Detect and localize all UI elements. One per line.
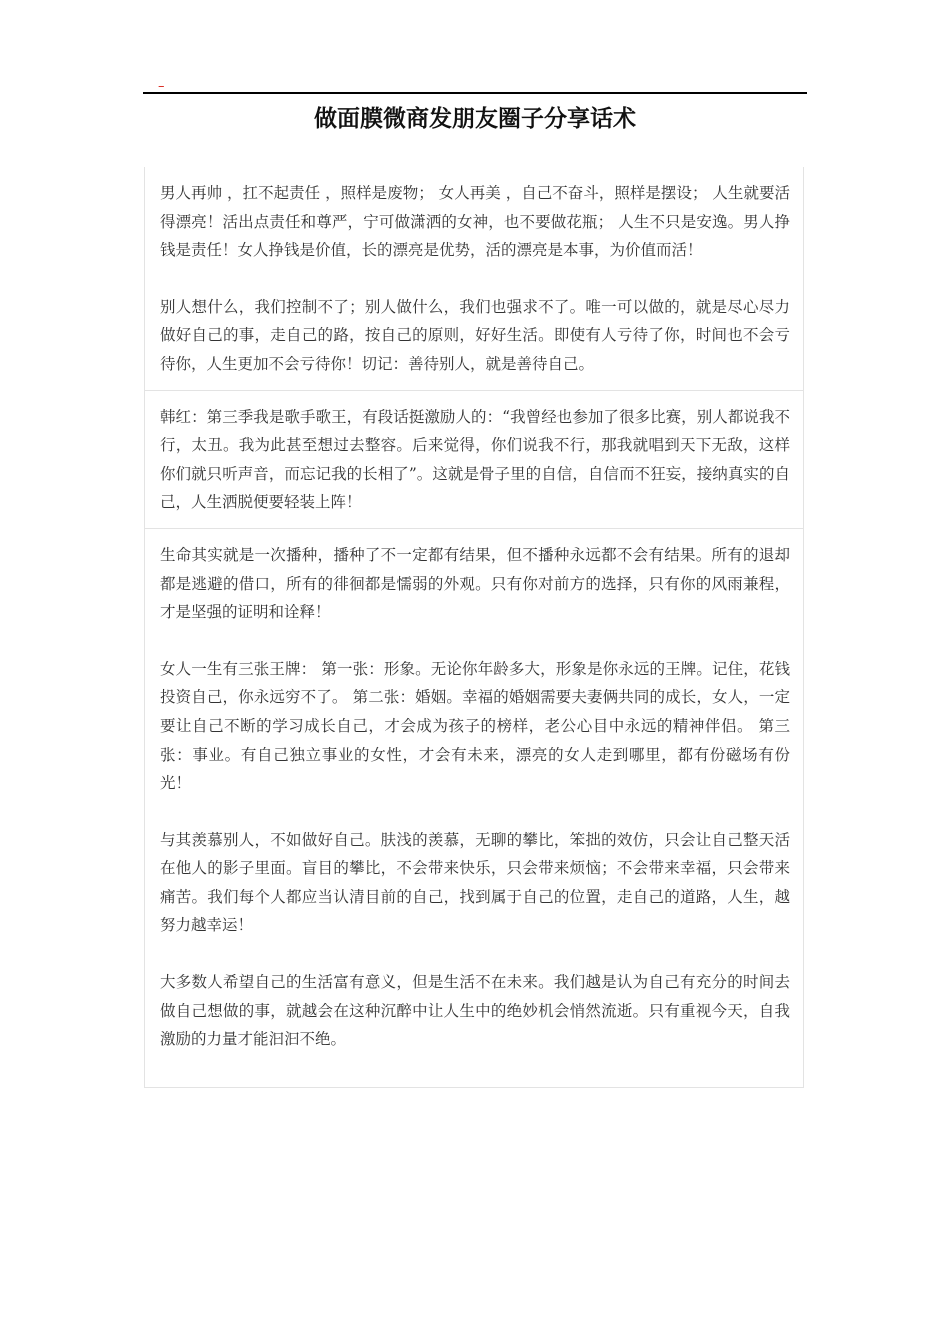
article-body (144, 167, 804, 1088)
page-title: 做面膜微商发朋友圈子分享话术 (314, 106, 636, 132)
content-section-1 (145, 167, 803, 391)
content-section-2 (145, 391, 803, 529)
header-mark: – (158, 79, 165, 94)
paragraph: 大多数人希望自己的生活富有意义，但是生活不在未来。我们越是认为自己有充分的时间去做自己想做的事，就越会在这种沉醉中让人生中的绝妙机会悄然流逝。只有重视今天，自我激励的力量才能汩汩不绝。 (160, 973, 790, 1049)
paragraph: 生命其实就是一次播种，播种了不一定都有结果，但不播种永远都不会有结果。所有的退却都是逃避的借口，所有的徘徊都是懦弱的外观。只有你对前方的选择，只有你的风雨兼程，才是坚强的证明和诠释！ (160, 545, 790, 622)
paragraph: 女人一生有三张王牌： 第一张：形象。无论你年龄多大，形象是你永远的王牌。记住，花钱投资自己，你永远穷不了。 第二张：婚姻。幸福的婚姻需要夫妻俩共同的成长，女人，一定要让自己不断的学习成长自己，才会成为孩子的榜样，老公心目中永远的精神伴侣。 第三张：事业。有自己独立事业的女性，才会有未来，漂亮的女人走到哪里，都有份磁场有份光！ (160, 659, 790, 793)
paragraph: 别人想什么，我们控制不了；别人做什么，我们也强求不了。唯一可以做的，就是尽心尽力做好自己的事，走自己的路，按自己的原则，好好生活。即使有人亏待了你，时间也不会亏待你，人生更加不会亏待你！切记：善待别人，就是善待自己。 (160, 297, 790, 373)
paragraph: 男人再帅 ，扛不起责任 ，照样是废物； 女人再美 ，自己不奋斗，照样是摆设； 人生就要活得漂亮！活出点责任和尊严，宁可做潇洒的女神，也不要做花瓶； 人生不只是安逸。男人挣钱是责任！女人挣钱是价值，长的漂亮是优势，活的漂亮是本事，为价值而活！ (160, 184, 790, 260)
content-section-3 (145, 529, 803, 1065)
header-divider (143, 92, 807, 94)
paragraph: 韩红：第三季我是歌手歌王，有段话挺激励人的：“我曾经也参加了很多比赛，别人都说我不行，太丑。我为此甚至想过去整容。后来觉得，你们说我不行，那我就唱到天下无敌，这样你们就只听声音，而忘记我的长相了”。这就是骨子里的自信，自信而不狂妄，接纳真实的自己，人生洒脱便要轻装上阵！ (160, 407, 790, 512)
paragraph: 与其羡慕别人，不如做好自己。肤浅的羡慕，无聊的攀比，笨拙的效仿，只会让自己整天活在他人的影子里面。盲目的攀比，不会带来快乐，只会带来烦恼；不会带来幸福，只会带来痛苦。我们每个人都应当认清目前的自己，找到属于自己的位置，走自己的道路，人生，越努力越幸运！ (160, 830, 790, 935)
